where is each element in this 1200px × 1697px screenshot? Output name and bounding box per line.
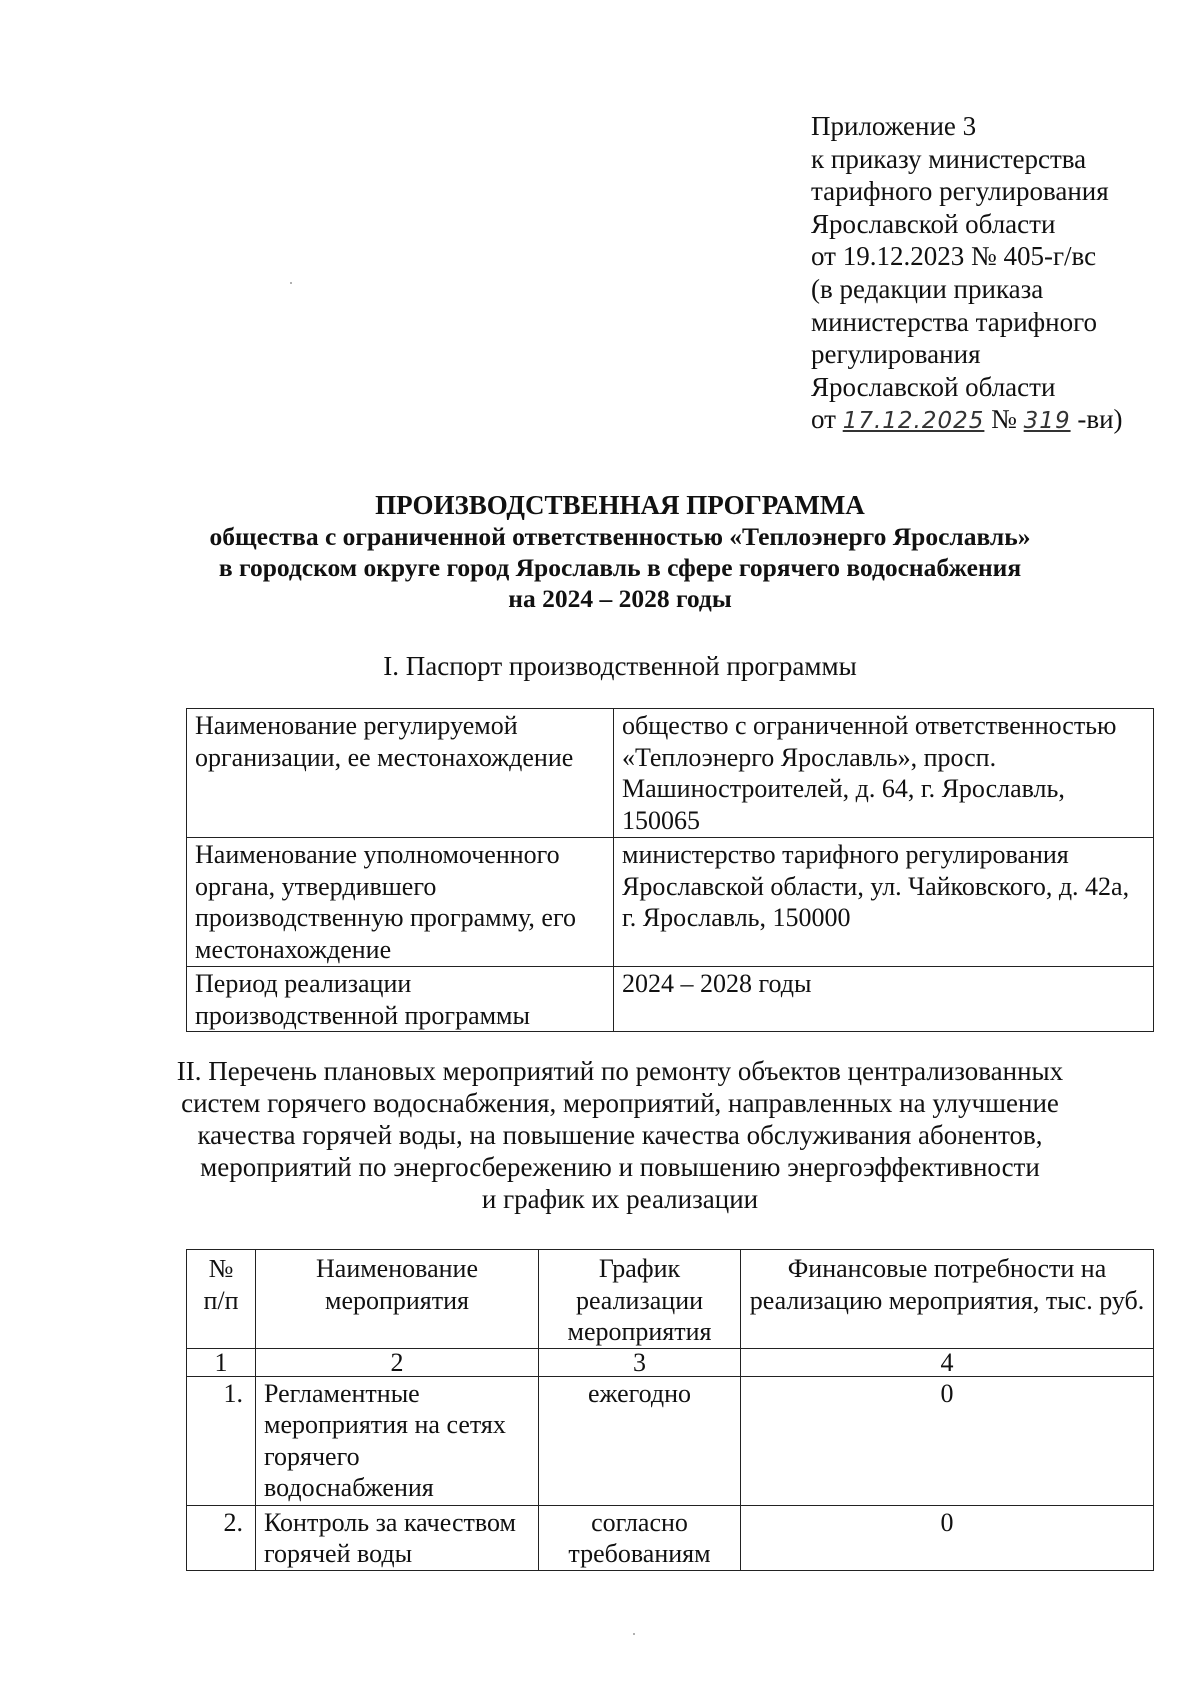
appendix-line: министерства тарифного (811, 306, 1098, 337)
section-2-heading-line: II. Перечень плановых мероприятий по ремонту объектов централизованных (176, 1056, 1064, 1086)
appendix-line: Приложение 3 (811, 111, 977, 141)
passport-table (186, 708, 1154, 1032)
table-row (187, 1505, 1154, 1570)
column-header-schedule: График реализации мероприятия (539, 1250, 741, 1349)
event-cost: 0 (741, 1376, 1154, 1505)
appendix-line: (в редакции приказа (811, 273, 1044, 304)
appendix-line: к приказу министерства (811, 143, 1087, 174)
section-2-heading (160, 1055, 1080, 1215)
table-row (187, 1376, 1154, 1505)
appendix-line: от 19.12.2023 № 405-г/вс (811, 241, 1097, 272)
column-index: 3 (539, 1348, 741, 1376)
column-header-name: Наименование мероприятия (256, 1250, 539, 1349)
column-header-number: № п/п (187, 1250, 256, 1349)
appendix-last-line (811, 403, 1151, 438)
passport-value: министерство тарифного регулирования Ярославской области, ул. Чайковского, д. 42а, г. Ярославль, 150000 (614, 838, 1154, 967)
appendix-line: регулирования (811, 339, 981, 370)
row-number: 2. (187, 1505, 256, 1570)
appendix-line: Ярославской области (811, 371, 1056, 402)
appendix-suffix: -ви) (1070, 404, 1123, 435)
event-schedule: ежегодно (539, 1376, 741, 1505)
appendix-prefix: от (811, 404, 843, 435)
section-2-heading-line: мероприятий по энергосбережению и повышению энергоэффективности (200, 1152, 1040, 1182)
passport-value: общество с ограниченной ответственностью «Теплоэнерго Ярославль», просп. Машиностроителей, д. 64, г. Ярославль, 150065 (614, 709, 1154, 838)
column-header-cost: Финансовые потребности на реализацию мероприятия, тыс. руб. (741, 1250, 1154, 1349)
table-row (187, 709, 1154, 838)
appendix-block (811, 110, 1151, 438)
passport-label: Период реализации производственной программы (187, 967, 614, 1032)
document-title (190, 490, 1050, 614)
handwritten-date: 17.12.2025 (842, 408, 985, 435)
column-index: 4 (741, 1348, 1154, 1376)
handwritten-number: 319 (1023, 408, 1071, 435)
section-1-heading: I. Паспорт производственной программы (383, 651, 857, 681)
table-row (187, 838, 1154, 967)
passport-value: 2024 – 2028 годы (614, 967, 1154, 1032)
table-row (187, 967, 1154, 1032)
scan-speck (633, 1633, 635, 1635)
event-cost: 0 (741, 1505, 1154, 1570)
passport-label: Наименование уполномоченного органа, утвердившего производственную программу, его местонахождение (187, 838, 614, 967)
passport-label: Наименование регулируемой организации, ее местонахождение (187, 709, 614, 838)
event-schedule: согласно требованиям (539, 1505, 741, 1570)
scan-speck (290, 282, 292, 284)
event-name: Контроль за качеством горячей воды (256, 1505, 539, 1570)
title-line-3: в городском округе город Ярославль в сфере горячего водоснабжения (218, 553, 1022, 582)
number-sign: № (984, 404, 1024, 435)
title-line-4: на 2024 – 2028 годы (508, 584, 732, 613)
appendix-line: тарифного регулирования (811, 176, 1109, 207)
section-2-heading-line: качества горячей воды, на повышение качества обслуживания абонентов, (197, 1120, 1043, 1150)
row-number: 1. (187, 1376, 256, 1505)
column-index: 1 (187, 1348, 256, 1376)
section-2-heading-line: систем горячего водоснабжения, мероприятий, направленных на улучшение (181, 1088, 1059, 1118)
appendix-line: Ярославской области (811, 208, 1056, 239)
section-2-heading-line: и график их реализации (481, 1184, 759, 1214)
column-index: 2 (256, 1348, 539, 1376)
column-index-row (187, 1348, 1154, 1376)
title-line-1: ПРОИЗВОДСТВЕННАЯ ПРОГРАММА (375, 490, 865, 520)
title-line-2: общества с ограниченной ответственностью «Теплоэнерго Ярославль» (209, 522, 1031, 551)
events-table (186, 1249, 1154, 1571)
event-name: Регламентные мероприятия на сетях горячего водоснабжения (256, 1376, 539, 1505)
table-header-row (187, 1250, 1154, 1349)
